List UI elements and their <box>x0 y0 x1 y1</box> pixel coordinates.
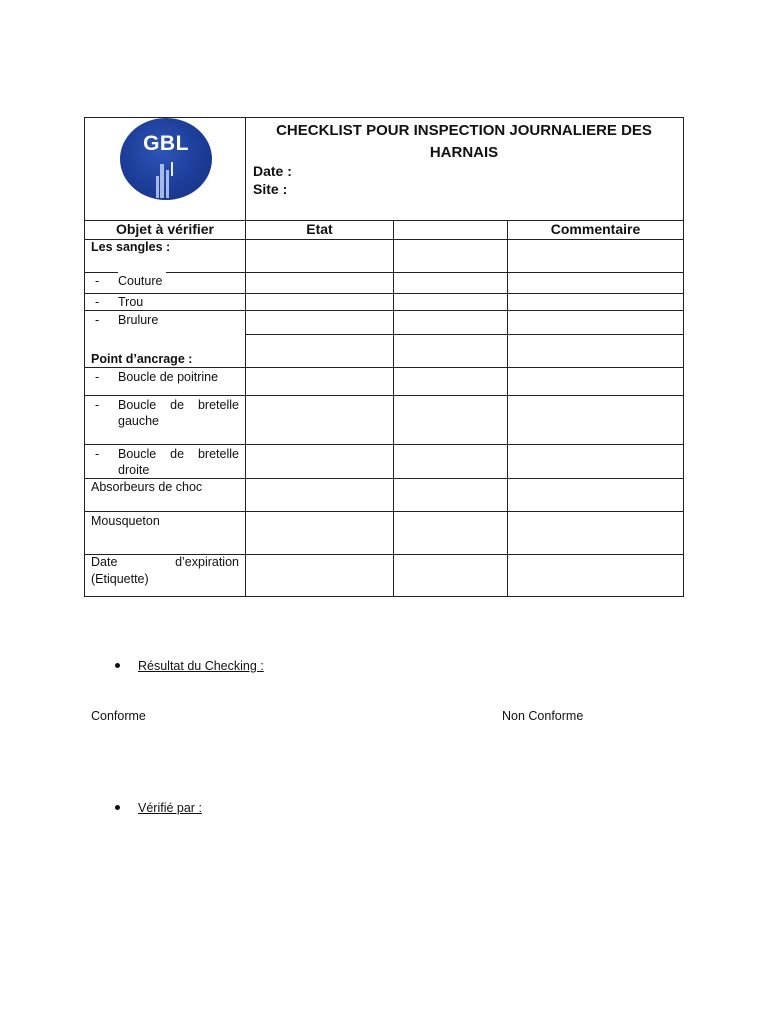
title-line-2: HARNAIS <box>429 144 499 161</box>
col-header-object: Objet à vérifier <box>115 221 215 237</box>
row-line <box>84 444 684 445</box>
row-line <box>84 293 684 294</box>
conforme-option: Conforme <box>91 709 146 723</box>
dash: - <box>95 447 100 461</box>
row-line <box>166 272 245 273</box>
row-line <box>84 395 684 396</box>
row-expiration-line2: (Etiquette) <box>91 572 149 586</box>
row-mousqueton: Mousqueton <box>91 514 160 528</box>
bullet-icon <box>115 805 120 810</box>
title-line-1: CHECKLIST POUR INSPECTION JOURNALIERE DES <box>276 122 652 139</box>
site-label: Site : <box>253 181 288 197</box>
dash: - <box>95 274 100 288</box>
col-header-state: Etat <box>306 221 333 237</box>
row-gauche-word: Boucle <box>118 398 157 412</box>
row-trou: Trou <box>118 295 144 309</box>
row-expiration-word: d’expiration <box>175 555 239 569</box>
row-line <box>246 334 684 335</box>
row-line <box>84 511 684 512</box>
tower-graphic-3 <box>156 176 159 198</box>
gbl-logo-icon <box>120 118 212 200</box>
row-ancrage: Point d’ancrage : <box>91 352 193 366</box>
row-droite-line1 <box>118 446 239 462</box>
dash: - <box>95 398 100 412</box>
row-line <box>246 272 684 273</box>
document-title <box>248 120 680 164</box>
row-droite-line2: droite <box>118 463 150 477</box>
non-conforme-option: Non Conforme <box>502 709 584 723</box>
header-left-border <box>84 117 85 597</box>
col-divider-1 <box>393 220 394 597</box>
row-line <box>84 239 684 240</box>
date-label: Date : <box>253 163 292 179</box>
dash: - <box>95 295 100 309</box>
row-gauche-line2: gauche <box>118 414 160 428</box>
header-divider <box>245 117 246 597</box>
row-line <box>84 310 684 311</box>
verified-label: Vérifié par : <box>138 801 202 815</box>
header-right-border <box>683 117 684 597</box>
row-brulure: Brulure <box>118 313 159 327</box>
tower-graphic-4 <box>171 162 173 176</box>
tower-graphic-2 <box>166 170 169 198</box>
row-droite-word: de <box>170 447 185 461</box>
row-line <box>84 272 118 273</box>
row-expiration-line1 <box>91 554 239 570</box>
row-couture: Couture <box>118 274 163 288</box>
row-poitrine: Boucle de poitrine <box>118 370 219 384</box>
dash: - <box>95 370 100 384</box>
result-label: Résultat du Checking : <box>138 659 264 673</box>
bullet-icon <box>115 663 120 668</box>
row-expiration-word: Date <box>91 555 118 569</box>
table-bottom-border <box>84 596 684 597</box>
row-line <box>84 367 684 368</box>
logo-text: GBL <box>143 132 189 155</box>
col-divider-2 <box>507 220 508 597</box>
row-absorbeurs: Absorbeurs de choc <box>91 480 203 494</box>
row-droite-word: Boucle <box>118 447 157 461</box>
row-gauche-word: de <box>170 398 185 412</box>
row-sangles: Les sangles : <box>91 240 171 254</box>
row-gauche-line1 <box>118 397 239 413</box>
row-droite-word: bretelle <box>197 447 239 461</box>
dash: - <box>95 313 100 327</box>
tower-graphic <box>160 164 164 198</box>
col-header-comment: Commentaire <box>550 221 641 237</box>
row-gauche-word: bretelle <box>197 398 239 412</box>
